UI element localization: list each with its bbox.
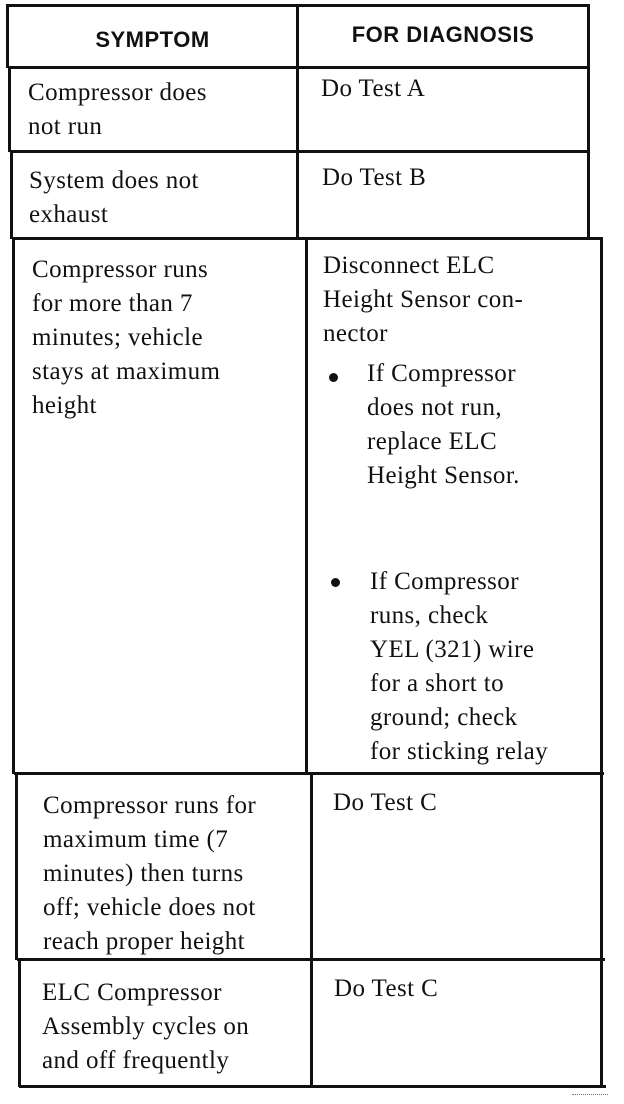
row-1-diagnosis: Do Test A — [321, 75, 426, 102]
scan-artifact-mark — [572, 1094, 608, 1099]
table-border-right-upper — [587, 4, 590, 239]
row-divider-3 — [14, 772, 604, 775]
table-border-left-row1 — [8, 66, 11, 152]
row-3-symptom: Compressor runs for more than 7 minutes; vehicle stays at maximum height — [32, 256, 221, 419]
row-5-symptom: ELC Compressor Assembly cycles on and off frequently — [42, 979, 250, 1074]
row-2-symptom: System does not exhaust — [29, 167, 199, 228]
row-4-symptom: Compressor runs for maximum time (7 minutes) then turns off; vehicle does not reach proper height — [43, 792, 257, 955]
symptom-header: SYMPTOM — [95, 27, 210, 52]
bullet-dot-icon — [329, 373, 338, 382]
row-3-bullet-2: If Compressor runs, check YEL (321) wire for a short to ground; check for sticking relay — [370, 568, 548, 765]
table-border-left-row5 — [18, 958, 21, 1087]
row-3-bullet-1: If Compressor does not run, replace ELC Height Sensor. — [367, 360, 520, 489]
row-5-diagnosis: Do Test C — [334, 975, 439, 1002]
row-1-symptom: Compressor does not run — [28, 79, 207, 140]
bullet-dot-icon — [331, 578, 340, 587]
diagnosis-header: FOR DIAGNOSIS — [351, 22, 535, 47]
row-4-diagnosis: Do Test C — [333, 789, 438, 816]
column-divider-lower — [310, 772, 313, 1087]
row-3-diagnosis: Disconnect ELC Height Sensor con- nector — [323, 252, 524, 347]
table-border-right-lower — [600, 237, 603, 1088]
row-divider-1 — [10, 150, 590, 153]
table-border-left-row2 — [10, 150, 13, 239]
row-2-diagnosis: Do Test B — [322, 164, 427, 191]
table-border-left-row4 — [15, 772, 18, 960]
table-border-left-row3 — [12, 237, 15, 774]
column-divider-middle — [305, 237, 308, 774]
